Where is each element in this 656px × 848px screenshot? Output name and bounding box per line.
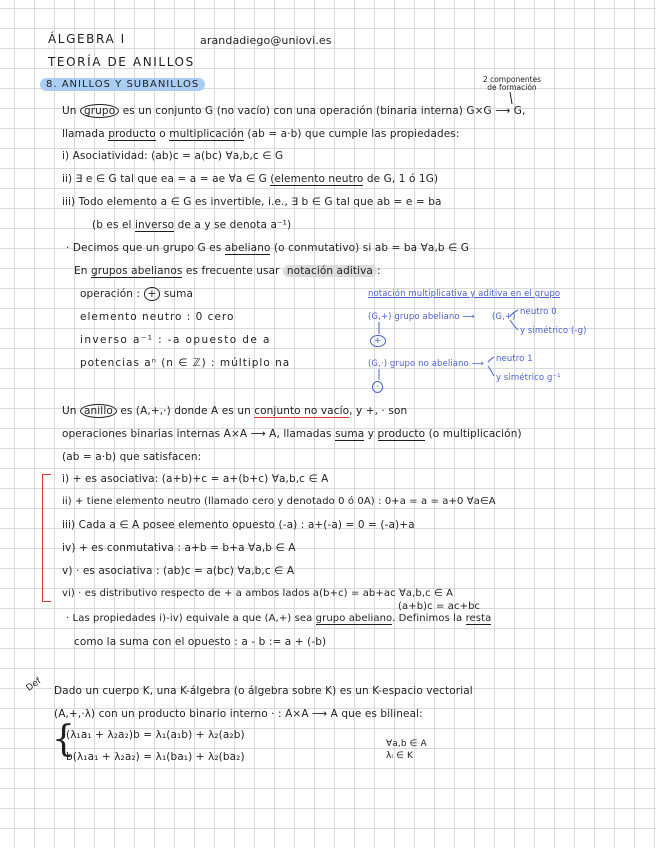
text: (ab = a·b) que cumple las propiedades:: [247, 128, 460, 140]
text: , y +, · son: [349, 405, 408, 417]
text: llamada: [62, 128, 105, 140]
text: Un: [62, 405, 77, 417]
bilinear-eq-1: (λ₁a₁ + λ₂a₂)b = λ₁(a₁b) + λ₂(a₂b): [66, 729, 245, 741]
anillo-prop-6: vi) · es distributivo respecto de + a ambos lados a(b+c) = ab+ac ∀a,b,c ∈ A: [62, 588, 454, 599]
text: operaciones binarias internas A×A ⟶ A, llamadas: [62, 428, 332, 440]
grupo-prop-1: i) Asociatividad: (ab)c = a(bc) ∀a,b,c ∈ G: [62, 150, 284, 162]
blue-simetrico-mult: y simétrico g⁻¹: [496, 373, 561, 383]
section-highlight: 8. ANILLOS Y SUBANILLOS: [40, 78, 205, 91]
plus-circled-symbol: +: [144, 287, 161, 301]
binary-annotation: 2 componentes de formación: [482, 75, 542, 92]
elemento-neutro-cero: elemento neutro : 0 cero: [80, 311, 235, 323]
anillo-prop-5: v) · es asociativa : (ab)c = a(bc) ∀a,b,c ∈ A: [62, 565, 295, 577]
elemento-neutro-term: (elemento neutro: [270, 173, 364, 185]
text: de G, 1 ó 1G): [366, 173, 439, 185]
text: :: [376, 265, 381, 277]
blue-arrow-sim-add: [510, 320, 518, 330]
grupos-abelianos-term: grupos abelianos: [90, 265, 183, 277]
text: o: [159, 128, 166, 140]
blue-arrow-neutro1: [488, 357, 494, 362]
left-brace: {: [52, 719, 75, 760]
text: Un: [62, 105, 77, 117]
course-title: ÁLGEBRA I: [48, 32, 126, 46]
text: (o multiplicación): [428, 428, 522, 440]
quantifier-lambda: λᵢ ∈ K: [386, 751, 413, 761]
multiplicacion-term: multiplicación: [169, 128, 244, 140]
grupo-circled-word: grupo: [80, 104, 119, 118]
topic-title: TEORÍA DE ANILLOS: [48, 55, 195, 69]
inverso-opuesto: inverso a⁻¹ : -a opuesto de a: [80, 334, 271, 346]
suma-term: suma: [335, 428, 365, 440]
anillo-prop-6-right: (a+b)c = ac+bc: [398, 601, 481, 612]
quantifier-ab: ∀a,b ∈ A: [386, 739, 427, 749]
anillo-definition-line3: (ab = a·b) que satisfacen:: [62, 451, 202, 463]
circled-plus-blue: +: [370, 335, 386, 347]
bilinear-eq-2: b(λ₁a₁ + λ₂a₂) = λ₁(ba₁) + λ₂(ba₂): [66, 751, 245, 763]
blue-additive-group: (G,+) grupo abeliano ⟶: [368, 312, 475, 322]
producto-term: producto: [108, 128, 156, 140]
blue-additive-group-2: (G,+): [492, 312, 516, 322]
blue-simetrico-add: y simétrico (-g): [520, 326, 587, 336]
producto-term: producto: [377, 428, 426, 440]
anillo-prop-2: ii) + tiene elemento neutro (llamado cero y denotado 0 ó 0A) : 0+a = a = a+0 ∀a∈A: [62, 496, 496, 507]
anillo-prop-1: i) + es asociativa: (a+b)+c = a+(b+c) ∀a,b,c ∈ A: [62, 473, 329, 485]
conjunto-no-vacio-term: conjunto no vacío: [254, 405, 350, 417]
text: . Definimos la: [392, 613, 463, 624]
kalgebra-line1: Dado un cuerpo K, una K-álgebra (o álgebra sobre K) es un K-espacio vectorial: [54, 685, 473, 697]
resta-term: resta: [465, 613, 492, 624]
grupo-abeliano-term: grupo abeliano: [315, 613, 393, 624]
blue-neutro-1: neutro 1: [496, 354, 533, 364]
anillo-note-line2: como la suma con el opuesto : a - b := a + (-b): [74, 636, 327, 648]
kalgebra-line2: (A,+,·λ) con un producto binario interno · : A×A ⟶ A que es bilineal:: [54, 708, 423, 720]
grupo-prop-3: iii) Todo elemento a ∈ G es invertible, i.e., ∃ b ∈ G tal que ab = e = ba: [62, 196, 442, 208]
blue-notes-title: notación multiplicativa y aditiva en el grupo: [368, 289, 561, 299]
abeliano-term: abeliano: [224, 242, 271, 254]
anillo-prop-4: iv) + es conmutativa : a+b = b+a ∀a,b ∈ A: [62, 542, 296, 554]
text: operación :: [80, 288, 141, 300]
blue-mult-group: (G,·) grupo no abeliano ⟶: [368, 359, 484, 369]
text: es frecuente usar: [185, 265, 280, 277]
potencias-multiplo: potencias aⁿ (n ∈ ℤ) : múltiplo na: [80, 357, 291, 369]
def-marker: Def: [24, 676, 44, 694]
text: · Las propiedades i)-iv) equivale a que (A,+) sea: [66, 613, 313, 624]
text: es un conjunto G (no vacío) con una operación (binaria interna) G×G ⟶ G,: [122, 105, 526, 117]
blue-neutro-0: neutro 0: [520, 307, 557, 317]
notacion-aditiva-highlight: notación aditiva: [283, 265, 377, 277]
circled-dot-blue: ·: [372, 381, 383, 393]
text: suma: [163, 288, 194, 300]
author-email: arandadiego@uniovi.es: [200, 34, 332, 47]
text: (b es el: [92, 219, 132, 231]
text: ii) ∃ e ∈ G tal que ea = a = ae ∀a ∈ G: [62, 173, 267, 185]
text: es (A,+,·) donde A es un: [120, 405, 251, 417]
anillo-prop-3: iii) Cada a ∈ A posee elemento opuesto (-a) : a+(-a) = 0 = (-a)+a: [62, 519, 415, 531]
blue-arrow-neutro0: [510, 310, 518, 316]
text: de a y se denota a⁻¹): [177, 219, 292, 231]
text: (o conmutativo) si ab = ba ∀a,b ∈ G: [273, 242, 470, 254]
anillo-circled-word: anillo: [80, 404, 117, 418]
blue-arrow-sim-mult: [488, 366, 494, 376]
annotation-arrow: [510, 92, 512, 104]
text: y: [367, 428, 375, 440]
inverso-term: inverso: [135, 219, 175, 231]
text: · Decimos que un grupo G es: [66, 242, 222, 254]
text: En: [74, 265, 88, 277]
